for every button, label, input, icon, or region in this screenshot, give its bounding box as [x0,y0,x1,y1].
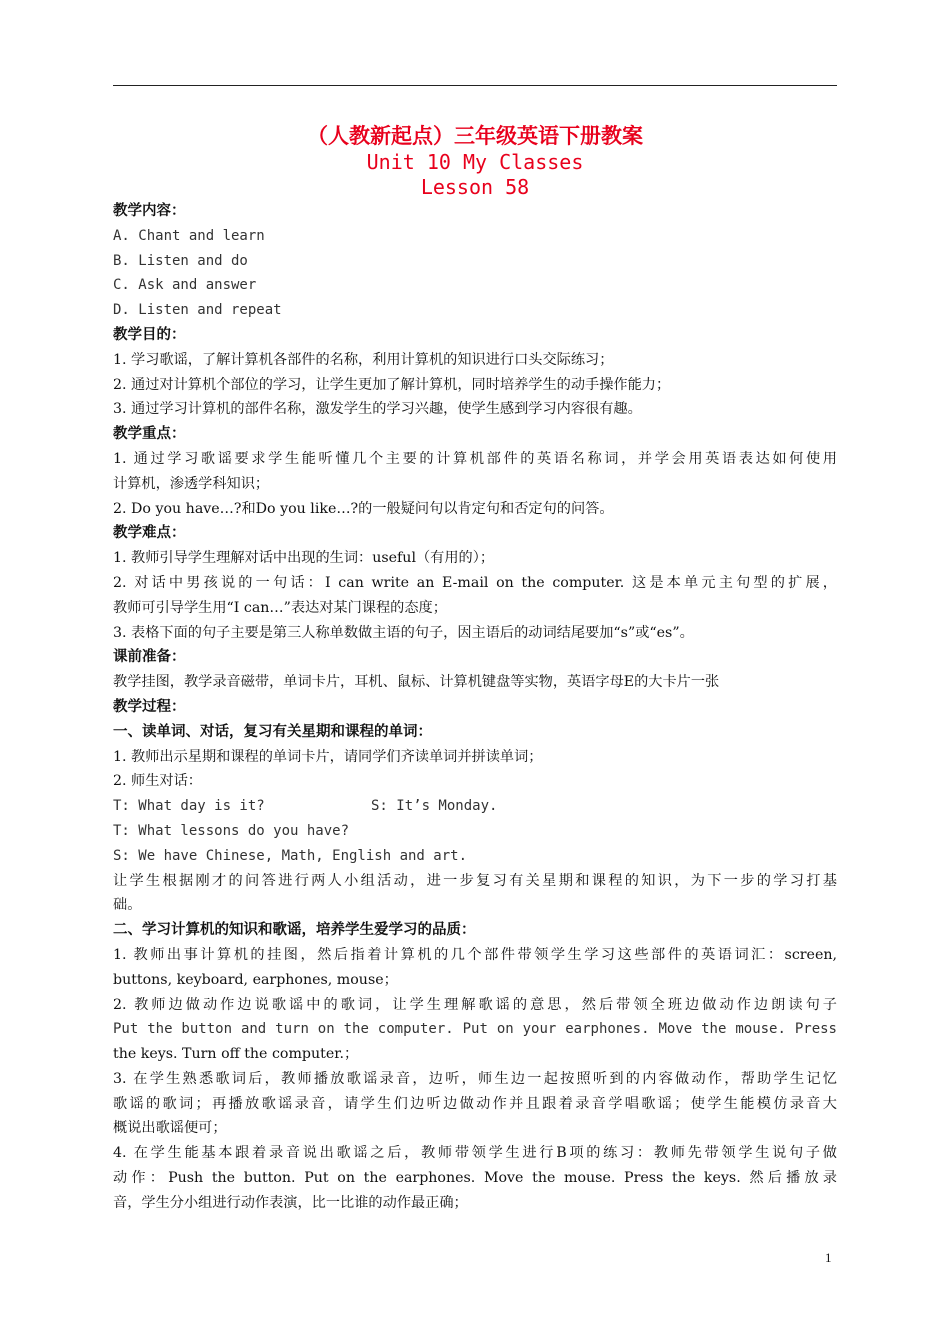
page-number: 1 [825,1250,832,1265]
header-rule [113,85,837,86]
text-line: 概说出歌谣便可； [113,1120,227,1137]
text-line: D. Listen and repeat [113,302,282,319]
text-line: 1. 教师出示星期和课程的单词卡片，请同学们齐读单词并拼读单词； [113,748,543,765]
section-heading: 教学目的： [113,326,186,343]
text-line: 让学生根据刚才的问答进行两人小组活动，进一步复习有关星期和课程的知识，为下一步的学习打基 [113,872,837,889]
text-line: 1. 通过学习歌谣要求学生能听懂几个主要的计算机部件的英语名称词，并学会用英语表达如何使用 [113,450,837,467]
text-line: 教学挂图，教学录音磁带，单词卡片，耳机、鼠标、计算机键盘等实物，英语字母E的大卡片一张 [113,674,720,691]
lesson-plan-body [113,199,837,1216]
text-line: 计算机，渗透学科知识； [113,475,270,492]
section-heading: 教学内容： [113,203,186,219]
text-line: 1. 学习歌谣，了解计算机各部件的名称，利用计算机的知识进行口头交际练习； [113,351,614,368]
section-heading: 教学重点： [113,426,186,443]
text-line: 础。 [113,897,142,914]
text-line: A. Chant and learn [113,227,265,244]
title-block [113,122,837,200]
text-line: C. Ask and answer [113,277,257,294]
text-line: 动作：Push the button. Put on the earphones. Move the mouse. Press the keys. 然后播放录 [113,1170,837,1187]
text-line: the keys. Turn off the computer.； [113,1046,359,1063]
text-line: 3. 通过学习计算机的部件名称，激发学生的学习兴趣，使学生感到学习内容很有趣。 [113,401,642,418]
text-line: 2. 教师边做动作边说歌谣中的歌词，让学生理解歌谣的意思，然后带领全班边做动作边朗读句子 [113,996,837,1013]
text-line: 3. 在学生熟悉歌词后，教师播放歌谣录音，边听，师生边一起按照听到的内容做动作，帮助学生记忆 [113,1070,837,1087]
section-heading: 课前准备： [113,649,186,666]
text-line: 教师可引导学生用“I can…”表达对某门课程的态度； [113,599,447,616]
text-line: 2. 对话中男孩说的一句话：I can write an E-mail on the computer. 这是本单元主句型的扩展， [113,574,837,591]
text-line: 2. 通过对计算机个部位的学习，让学生更加了解计算机，同时培养学生的动手操作能力； [113,376,671,393]
text-line: B. Listen and do [113,252,248,269]
text-line: 2. 师生对话： [113,773,202,790]
dialogue-teacher: T: What day is it? [113,798,265,815]
text-line: T: What lessons do you have? [113,822,350,839]
text-line: Put the button and turn on the computer. Put on your earphones. Move the mouse. Press [113,1021,837,1038]
text-line: S: We have Chinese, Math, English and art. [113,847,468,864]
text-line: 歌谣的歌词；再播放歌谣录音，请学生们边听边做动作并且跟着录音学唱歌谣；使学生能模仿录音大 [113,1095,837,1112]
lesson-title: Lesson 58 [420,175,530,199]
section-heading: 教学过程： [113,698,186,715]
section-heading: 二、学习计算机的知识和歌谣，培养学生爱学习的品质： [113,922,476,939]
text-line: 1. 教师出事计算机的挂图，然后指着计算机的几个部件带领学生学习这些部件的英语词汇：screen, [113,946,837,963]
text-line: 1. 教师引导学生理解对话中出现的生词：useful（有用的）； [113,550,495,567]
dialogue-student: S: It’s Monday. [371,798,498,815]
section-heading: 一、读单词、对话，复习有关星期和课程的单词： [113,723,432,740]
text-line: 4. 在学生能基本跟着录音说出歌谣之后，教师带领学生进行B项的练习：教师先带领学生说句子做 [113,1145,837,1162]
section-heading: 教学难点： [113,525,186,542]
text-line: 2. Do you have…?和Do you like…?的一般疑问句以肯定句和否定句的问答。 [113,500,614,517]
text-line: 音，学生分小组进行动作表演，比一比谁的动作最正确； [113,1194,468,1211]
text-line: buttons, keyboard, earphones, mouse； [113,971,398,988]
unit-title: Unit 10 My Classes [366,150,584,174]
document-title: （人教新起点）三年级英语下册教案 [307,124,643,148]
dialogue-line [113,794,837,819]
text-line: 3. 表格下面的句子主要是第三人称单数做主语的句子，因主语后的动词结尾要加“s”或“es”。 [113,624,694,641]
